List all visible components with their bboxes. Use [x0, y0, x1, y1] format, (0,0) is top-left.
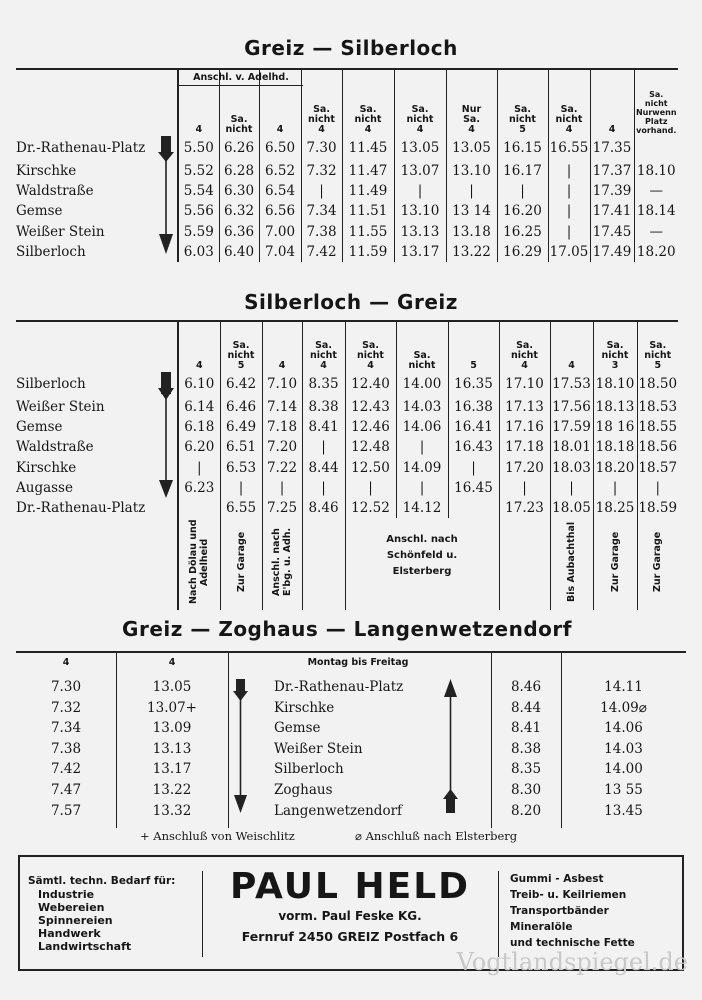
- time-cell: 17.35: [590, 135, 634, 161]
- time-cell: 6.56: [259, 201, 301, 221]
- time-cell: 16.20: [497, 201, 548, 221]
- time-cell: 6.52: [259, 161, 301, 181]
- time-cell: 14.11: [604, 679, 643, 695]
- time-cell: 7.57: [50, 802, 82, 819]
- time-cell: 18.56: [637, 437, 678, 457]
- table-row: [16, 437, 678, 457]
- time-cell: 17.49: [590, 242, 634, 262]
- time-cell: 5.50: [178, 135, 219, 161]
- footnote-c2: Zur Garage: [235, 532, 247, 593]
- time-cell: |: [548, 201, 590, 221]
- time-cell: 17.05: [548, 242, 590, 262]
- footnote-c3: Anschl. nach E'bg. u. Adh.: [271, 528, 293, 597]
- footnote-c10: Zur Garage: [609, 532, 621, 593]
- ad-left-block: [28, 875, 198, 953]
- time-cell: 8.46: [510, 679, 542, 695]
- time-cell: 18.10: [634, 161, 678, 181]
- time-cell: 18.13: [593, 397, 637, 417]
- table-row: [16, 498, 678, 518]
- time-cell: 5.56: [178, 201, 219, 221]
- time-cell: 8.20: [510, 802, 542, 819]
- footnote-c1: Nach Dölau und Adelheid: [188, 519, 211, 605]
- time-cell: 6.28: [219, 161, 259, 181]
- time-cell: |: [302, 478, 345, 498]
- time-cell: 11.45: [342, 135, 394, 161]
- table-row: [16, 371, 678, 397]
- stop-name: Dr.-Rathenau-Platz: [16, 140, 146, 156]
- stop-name: Silberloch: [274, 761, 344, 778]
- time-cell: 7.04: [259, 242, 301, 262]
- time-cell: 14.09⌀: [600, 699, 647, 716]
- time-cell: 12.40: [345, 371, 396, 397]
- time-cell: 18.01: [550, 437, 593, 457]
- time-cell: 12.43: [345, 397, 396, 417]
- time-cell: 7.14: [262, 397, 302, 417]
- table-row: [16, 417, 678, 437]
- stop-name: Langenwetzendorf: [274, 802, 403, 819]
- time-cell: [178, 498, 220, 518]
- t2-head-2: Sa. nicht 5: [220, 321, 262, 371]
- time-cell: 18.53: [637, 397, 678, 417]
- time-cell: 17.23: [499, 498, 550, 518]
- t2-head-7: 5: [448, 321, 499, 371]
- time-cell: 14.03: [396, 397, 448, 417]
- time-cell: 8.41: [510, 720, 542, 737]
- time-cell: |: [262, 478, 302, 498]
- time-cell: |: [394, 181, 446, 201]
- table-row: [16, 478, 678, 498]
- note-weischlitz: + Anschluß von Weischlitz: [140, 829, 295, 843]
- time-cell: 17.18: [499, 437, 550, 457]
- time-cell: 11.49: [342, 181, 394, 201]
- time-cell: |: [178, 458, 220, 478]
- time-cell: 12.46: [345, 417, 396, 437]
- time-cell: 13.22: [446, 242, 497, 262]
- t1-head-10: 4: [590, 69, 634, 135]
- arrow-up-icon: [440, 677, 462, 815]
- time-cell: 8.44: [302, 458, 345, 478]
- time-cell: 16.38: [448, 397, 499, 417]
- time-cell: [634, 135, 678, 161]
- table3-title: Greiz — Zoghaus — Langenwetzendorf: [122, 617, 572, 641]
- time-cell: 17.13: [499, 397, 550, 417]
- time-cell: |: [220, 478, 262, 498]
- stop-name: Waldstraße: [16, 183, 94, 200]
- time-cell: 8.38: [510, 740, 542, 757]
- time-cell: 16.35: [448, 371, 499, 397]
- time-cell: 18.18: [593, 437, 637, 457]
- t1-head-7: Nur Sa. 4: [446, 69, 497, 135]
- stop-name: Gemse: [274, 720, 321, 737]
- time-cell: 7.34: [301, 201, 342, 221]
- time-cell: 7.10: [262, 371, 302, 397]
- time-cell: 5.52: [178, 161, 219, 181]
- ad-right-item: und technische Fette: [510, 937, 635, 949]
- time-cell: 8.46: [302, 498, 345, 518]
- time-cell: 18.50: [637, 371, 678, 397]
- stop-name: Weißer Stein: [16, 399, 105, 416]
- time-cell: |: [301, 181, 342, 201]
- time-cell: |: [548, 161, 590, 181]
- time-cell: 13.07+: [147, 699, 197, 716]
- arrow-down-icon: [156, 136, 176, 256]
- footnote-c11: Zur Garage: [652, 532, 664, 593]
- time-cell: 18.05: [550, 498, 593, 518]
- time-cell: 7.32: [301, 161, 342, 181]
- table1-title: Greiz — Silberloch: [244, 36, 458, 60]
- stop-name: Augasse: [16, 479, 73, 496]
- ad-contact: Fernruf 2450 GREIZ Postfach 6: [241, 929, 459, 944]
- t2-head-11: Sa. nicht 5: [637, 321, 678, 371]
- stop-name: Dr.-Rathenau-Platz: [274, 679, 404, 695]
- time-cell: 6.53: [220, 458, 262, 478]
- time-cell: |: [302, 437, 345, 457]
- time-cell: 16.17: [497, 161, 548, 181]
- t1-head-3: 4: [259, 69, 301, 135]
- time-cell: |: [637, 478, 678, 498]
- time-cell: —: [634, 222, 678, 242]
- time-cell: 17.53: [550, 371, 593, 397]
- time-cell: 17.20: [499, 458, 550, 478]
- time-cell: 13.09: [152, 720, 192, 737]
- ad-right-item: Treib- u. Keilriemen: [510, 889, 627, 901]
- ad-right-item: Mineralöle: [510, 921, 573, 933]
- time-cell: 8.38: [302, 397, 345, 417]
- time-cell: 13.10: [446, 161, 497, 181]
- time-cell: 7.42: [50, 761, 82, 778]
- time-cell: 13.18: [446, 222, 497, 242]
- time-cell: 8.35: [302, 371, 345, 397]
- t1-head-group: Anschl. v. Adelhd.: [193, 72, 289, 83]
- time-cell: 6.46: [220, 397, 262, 417]
- time-cell: 6.30: [219, 181, 259, 201]
- time-cell: 16.55: [548, 135, 590, 161]
- t1-head-2: Sa. nicht: [219, 69, 259, 135]
- arrow-down-icon: [156, 372, 176, 500]
- time-cell: |: [593, 478, 637, 498]
- time-cell: 6.42: [220, 371, 262, 397]
- time-cell: 12.52: [345, 498, 396, 518]
- ad-left-item: Landwirtschaft: [38, 940, 132, 953]
- time-cell: 8.35: [510, 761, 542, 778]
- time-cell: |: [396, 478, 448, 498]
- time-cell: 16.41: [448, 417, 499, 437]
- time-cell: 11.51: [342, 201, 394, 221]
- time-cell: 6.18: [178, 417, 220, 437]
- ad-right-item: Transportbänder: [510, 905, 609, 917]
- time-cell: 17.10: [499, 371, 550, 397]
- time-cell: 13.05: [446, 135, 497, 161]
- ad-left-item: Handwerk: [38, 927, 101, 940]
- time-cell: 14.06: [396, 417, 448, 437]
- table-row: [16, 135, 678, 161]
- time-cell: 16.15: [497, 135, 548, 161]
- time-cell: 7.25: [262, 498, 302, 518]
- time-cell: 11.47: [342, 161, 394, 181]
- timetable-greiz-langenwetzendorf: [16, 651, 686, 828]
- ad-right-block: [510, 871, 680, 951]
- time-cell: 13.13: [152, 740, 192, 757]
- time-cell: 5.59: [178, 222, 219, 242]
- table2-title: Silberloch — Greiz: [244, 290, 458, 314]
- time-cell: 18.57: [637, 458, 678, 478]
- arrow-down-icon: [230, 677, 252, 815]
- time-cell: 13 14: [446, 201, 497, 221]
- stop-name: Weißer Stein: [16, 223, 105, 240]
- time-cell: 17.37: [590, 161, 634, 181]
- time-cell: |: [548, 181, 590, 201]
- table-row: [16, 201, 678, 221]
- time-cell: |: [345, 478, 396, 498]
- time-cell: 17.41: [590, 201, 634, 221]
- time-cell: 13.32: [152, 802, 192, 819]
- t1-head-9: Sa. nicht 4: [548, 69, 590, 135]
- time-cell: 6.20: [178, 437, 220, 457]
- ad-left-head: Sämtl. techn. Bedarf für:: [28, 875, 176, 887]
- time-cell: 13.17: [394, 242, 446, 262]
- table-row: [16, 458, 678, 478]
- time-cell: 6.50: [259, 135, 301, 161]
- time-cell: 13.05: [394, 135, 446, 161]
- time-cell: 7.22: [262, 458, 302, 478]
- time-cell: 17.56: [550, 397, 593, 417]
- t1-head-4: Sa. nicht 4: [301, 69, 342, 135]
- time-cell: 16.29: [497, 242, 548, 262]
- t3-head-1: 4: [62, 657, 70, 668]
- time-cell: [448, 498, 499, 518]
- time-cell: 16.45: [448, 478, 499, 498]
- stop-name: Silberloch: [16, 376, 86, 392]
- t2-head-3: 4: [262, 321, 302, 371]
- time-cell: 14.12: [396, 498, 448, 518]
- time-cell: 12.48: [345, 437, 396, 457]
- time-cell: 6.23: [178, 478, 220, 498]
- t2-head-8: Sa. nicht 4: [499, 321, 550, 371]
- time-cell: 6.10: [178, 371, 220, 397]
- time-cell: 17.45: [590, 222, 634, 242]
- ad-left-item: Spinnereien: [38, 914, 113, 927]
- time-cell: 14.00: [604, 761, 643, 778]
- t2-head-6: Sa. nicht: [396, 321, 448, 371]
- time-cell: 7.34: [50, 720, 82, 737]
- time-cell: 13.10: [394, 201, 446, 221]
- time-cell: 14.09: [396, 458, 448, 478]
- footnote-mid: Anschl. nach Schönfeld u. Elsterberg: [386, 534, 458, 578]
- t2-head-1: 4: [178, 321, 220, 371]
- t2-head-10: Sa. nicht 3: [593, 321, 637, 371]
- time-cell: 13.45: [604, 802, 643, 819]
- time-cell: 6.36: [219, 222, 259, 242]
- time-cell: 5.54: [178, 181, 219, 201]
- time-cell: 18.55: [637, 417, 678, 437]
- t1-head-6: Sa. nicht 4: [394, 69, 446, 135]
- t3-head-3: Montag bis Freitag: [307, 657, 409, 668]
- stop-name: Gemse: [16, 419, 63, 436]
- footnote-row: [16, 518, 678, 610]
- timetable-greiz-silberloch: [16, 68, 678, 262]
- t1-head-8: Sa. nicht 5: [497, 69, 548, 135]
- time-cell: 18.03: [550, 458, 593, 478]
- time-cell: 7.30: [50, 679, 82, 695]
- time-cell: —: [634, 181, 678, 201]
- stop-name: Kirschke: [274, 699, 335, 716]
- stop-name: Weißer Stein: [274, 740, 363, 757]
- time-cell: 11.59: [342, 242, 394, 262]
- stop-name: Gemse: [16, 203, 63, 220]
- time-cell: |: [497, 181, 548, 201]
- stop-name: Kirschke: [16, 163, 77, 180]
- time-cell: 16.43: [448, 437, 499, 457]
- ad-left-item: Webereien: [38, 901, 105, 914]
- t1-head-1: 4: [178, 69, 219, 135]
- time-cell: |: [446, 181, 497, 201]
- timetable-silberloch-greiz: [16, 320, 678, 610]
- time-cell: 18.20: [593, 458, 637, 478]
- table-row: [16, 242, 678, 262]
- time-cell: 13 55: [604, 782, 643, 798]
- stop-name: Dr.-Rathenau-Platz: [16, 500, 146, 517]
- time-cell: 17.39: [590, 181, 634, 201]
- time-cell: 13.17: [152, 761, 192, 778]
- time-cell: 17.16: [499, 417, 550, 437]
- ad-subtitle: vorm. Paul Feske KG.: [278, 909, 422, 923]
- time-cell: 7.32: [50, 699, 82, 716]
- time-cell: 11.55: [342, 222, 394, 242]
- time-cell: 8.41: [302, 417, 345, 437]
- table-row: [16, 397, 678, 417]
- ad-left-item: Industrie: [38, 888, 95, 901]
- time-cell: 18.25: [593, 498, 637, 518]
- t2-head-9: 4: [550, 321, 593, 371]
- time-cell: 17.59: [550, 417, 593, 437]
- time-cell: |: [396, 437, 448, 457]
- time-cell: 8.30: [510, 782, 542, 798]
- time-cell: 13.13: [394, 222, 446, 242]
- time-cell: 18.14: [634, 201, 678, 221]
- time-cell: 7.38: [50, 740, 82, 757]
- time-cell: 16.25: [497, 222, 548, 242]
- time-cell: 6.32: [219, 201, 259, 221]
- watermark: Vogtlandspiegel.de: [456, 948, 688, 976]
- time-cell: 14.06: [604, 720, 643, 737]
- table-row: [16, 222, 678, 242]
- time-cell: 18.59: [637, 498, 678, 518]
- stop-name: Silberloch: [16, 243, 86, 260]
- t1-head-11: Sa. nicht Nurwenn Platz vorhand.: [634, 69, 678, 135]
- time-cell: 18 16: [593, 417, 637, 437]
- time-cell: 6.03: [178, 242, 219, 262]
- t1-head-5: Sa. nicht 4: [342, 69, 394, 135]
- time-cell: 6.14: [178, 397, 220, 417]
- time-cell: |: [548, 222, 590, 242]
- time-cell: 7.30: [301, 135, 342, 161]
- time-cell: 18.10: [593, 371, 637, 397]
- time-cell: 7.47: [50, 782, 82, 798]
- t3-head-2: 4: [168, 657, 176, 668]
- time-cell: |: [499, 478, 550, 498]
- time-cell: 6.26: [219, 135, 259, 161]
- time-cell: 13.05: [152, 679, 192, 695]
- time-cell: 13.22: [152, 782, 192, 798]
- time-cell: 7.38: [301, 222, 342, 242]
- ad-company-name: PAUL HELD: [229, 866, 471, 907]
- stop-name: Zoghaus: [274, 782, 333, 798]
- time-cell: 8.44: [510, 699, 542, 716]
- ad-right-item: Gummi - Asbest: [510, 873, 604, 885]
- time-cell: 6.54: [259, 181, 301, 201]
- time-cell: 6.49: [220, 417, 262, 437]
- table-row: [16, 181, 678, 201]
- t2-head-4: Sa. nicht 4: [302, 321, 345, 371]
- time-cell: |: [448, 458, 499, 478]
- time-cell: 7.42: [301, 242, 342, 262]
- t2-head-5: Sa. nicht 4: [345, 321, 396, 371]
- stop-name: Kirschke: [16, 459, 77, 476]
- time-cell: 18.20: [634, 242, 678, 262]
- time-cell: 7.18: [262, 417, 302, 437]
- time-cell: 6.40: [219, 242, 259, 262]
- footnote-c9: Bis Aubachthal: [566, 522, 577, 603]
- table-row: [16, 161, 678, 181]
- note-elsterberg: ⌀ Anschluß nach Elsterberg: [355, 829, 518, 843]
- time-cell: |: [550, 478, 593, 498]
- time-cell: 7.20: [262, 437, 302, 457]
- time-cell: 14.03: [604, 740, 643, 757]
- time-cell: 6.55: [220, 498, 262, 518]
- time-cell: 14.00: [396, 371, 448, 397]
- time-cell: 7.00: [259, 222, 301, 242]
- stop-name: Waldstraße: [16, 439, 94, 456]
- time-cell: 12.50: [345, 458, 396, 478]
- time-cell: 13.07: [394, 161, 446, 181]
- time-cell: 6.51: [220, 437, 262, 457]
